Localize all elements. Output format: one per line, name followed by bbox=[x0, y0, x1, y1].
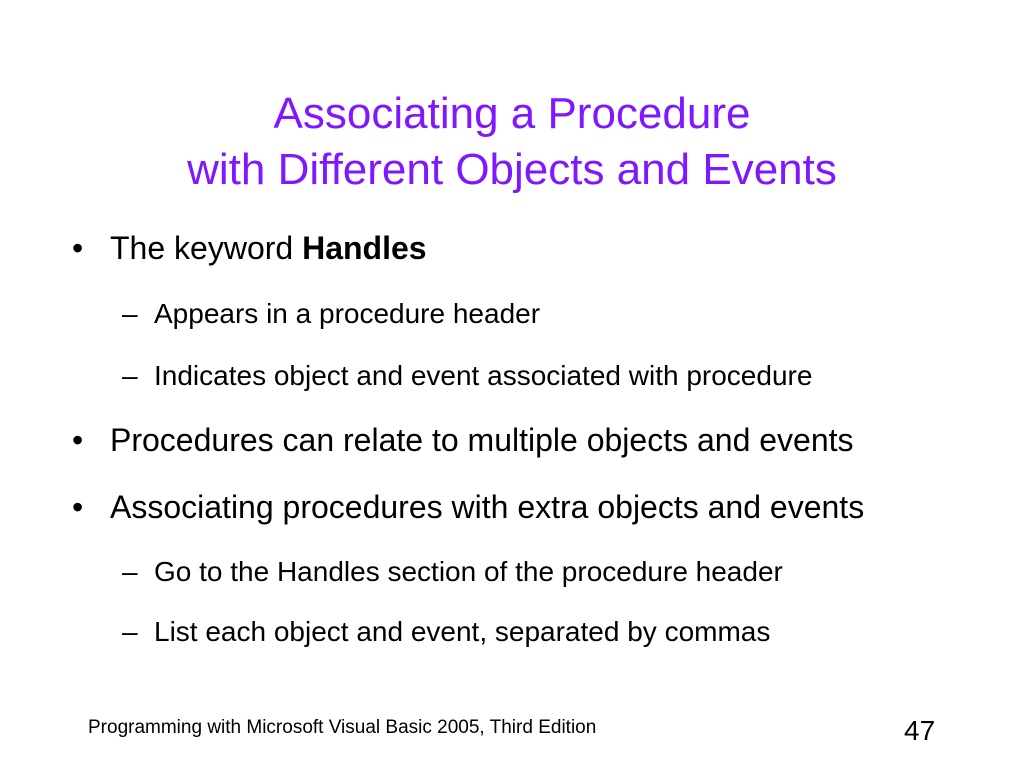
bullet-marker: • bbox=[72, 230, 84, 266]
bullet-marker: • bbox=[72, 422, 84, 458]
sub-bullet-marker: – bbox=[122, 616, 138, 647]
bullet-text-plain: The keyword bbox=[110, 230, 303, 266]
sub-bullet-text: Appears in a procedure header bbox=[154, 298, 541, 329]
footer-course-title: Programming with Microsoft Visual Basic 2005, Third Edition bbox=[88, 717, 597, 738]
sub-bullet-text: Indicates object and event associated with procedure bbox=[154, 360, 813, 391]
slide-title bbox=[0, 86, 1024, 198]
slide-title-line-1: Associating a Procedure bbox=[273, 89, 751, 138]
sub-bullet-text: Go to the Handles section of the procedure header bbox=[154, 556, 783, 587]
bullet-text bbox=[110, 228, 427, 268]
sub-bullet-text: List each object and event, separated by commas bbox=[154, 616, 771, 647]
bullet-text: Associating procedures with extra objects and events bbox=[110, 489, 865, 525]
page-number: 47 bbox=[904, 715, 936, 746]
sub-bullet-marker: – bbox=[122, 360, 138, 391]
slide-title-line-2: with Different Objects and Events bbox=[187, 145, 837, 194]
sub-bullet-marker: – bbox=[122, 556, 138, 587]
bullet-text-bold: Handles bbox=[302, 230, 427, 266]
bullet-marker: • bbox=[72, 489, 84, 525]
bullet-text: Procedures can relate to multiple objects and events bbox=[110, 422, 854, 458]
sub-bullet-marker: – bbox=[122, 298, 138, 329]
